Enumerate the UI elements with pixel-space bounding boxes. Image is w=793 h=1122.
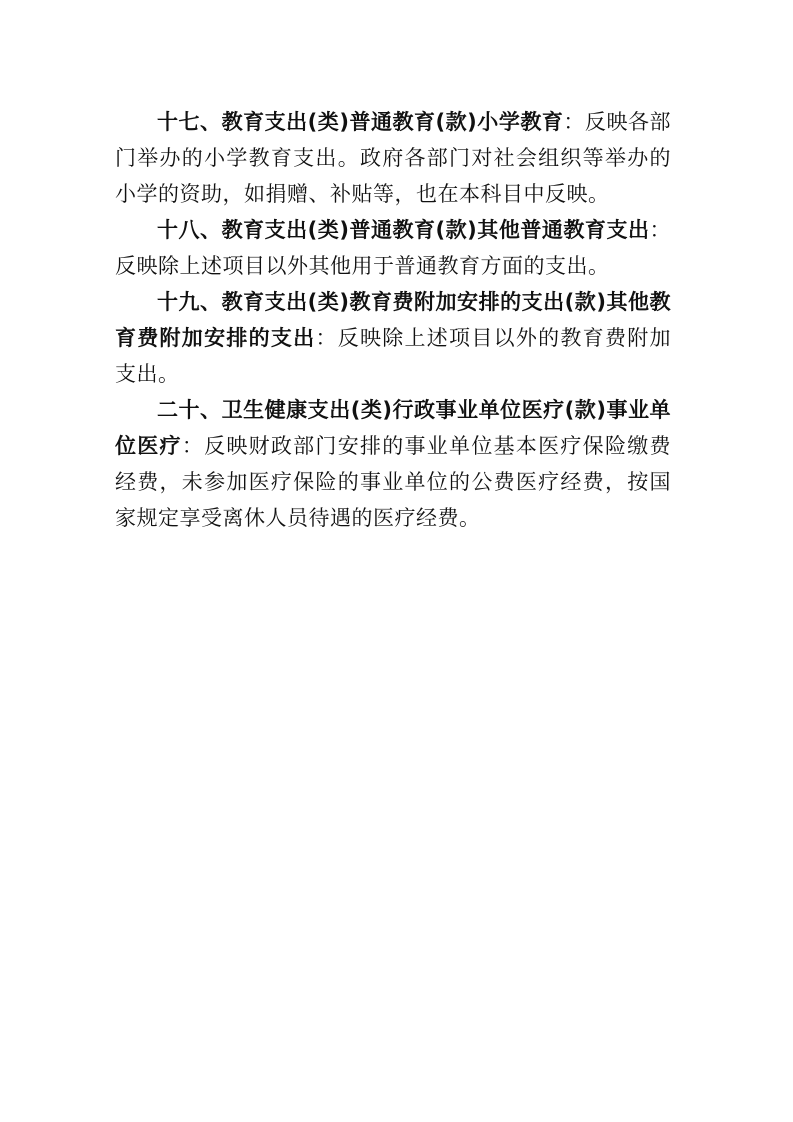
paragraph-17-heading: 十七、教育支出(类)普通教育(款)小学教育 (157, 110, 564, 134)
paragraph-18 (115, 212, 671, 284)
paragraph-17 (115, 104, 671, 212)
paragraph-20-heading: 二十、卫生健康支出(类)行政事业单位医疗(款)事业单位医疗 (115, 398, 671, 458)
paragraph-19 (115, 284, 671, 392)
paragraph-18-heading: 十八、教育支出(类)普通教育(款)其他普通教育支出 (157, 218, 650, 242)
paragraph-18-body: ：反映除上述项目以外其他用于普通教育方面的支出。 (115, 218, 671, 278)
paragraph-20-body: ：反映财政部门安排的事业单位基本医疗保险缴费经费，未参加医疗保险的事业单位的公费医疗经费，按国家规定享受离休人员待遇的医疗经费。 (115, 434, 671, 530)
document-body (115, 104, 671, 536)
paragraph-19-body: ：反映除上述项目以外的教育费附加支出。 (115, 326, 671, 386)
paragraph-19-heading: 十九、教育支出(类)教育费附加安排的支出(款)其他教育费附加安排的支出 (115, 290, 671, 350)
paragraph-17-body: ：反映各部门举办的小学教育支出。政府各部门对社会组织等举办的小学的资助，如捐赠、补贴等，也在本科目中反映。 (115, 110, 672, 206)
paragraph-20 (115, 392, 671, 536)
